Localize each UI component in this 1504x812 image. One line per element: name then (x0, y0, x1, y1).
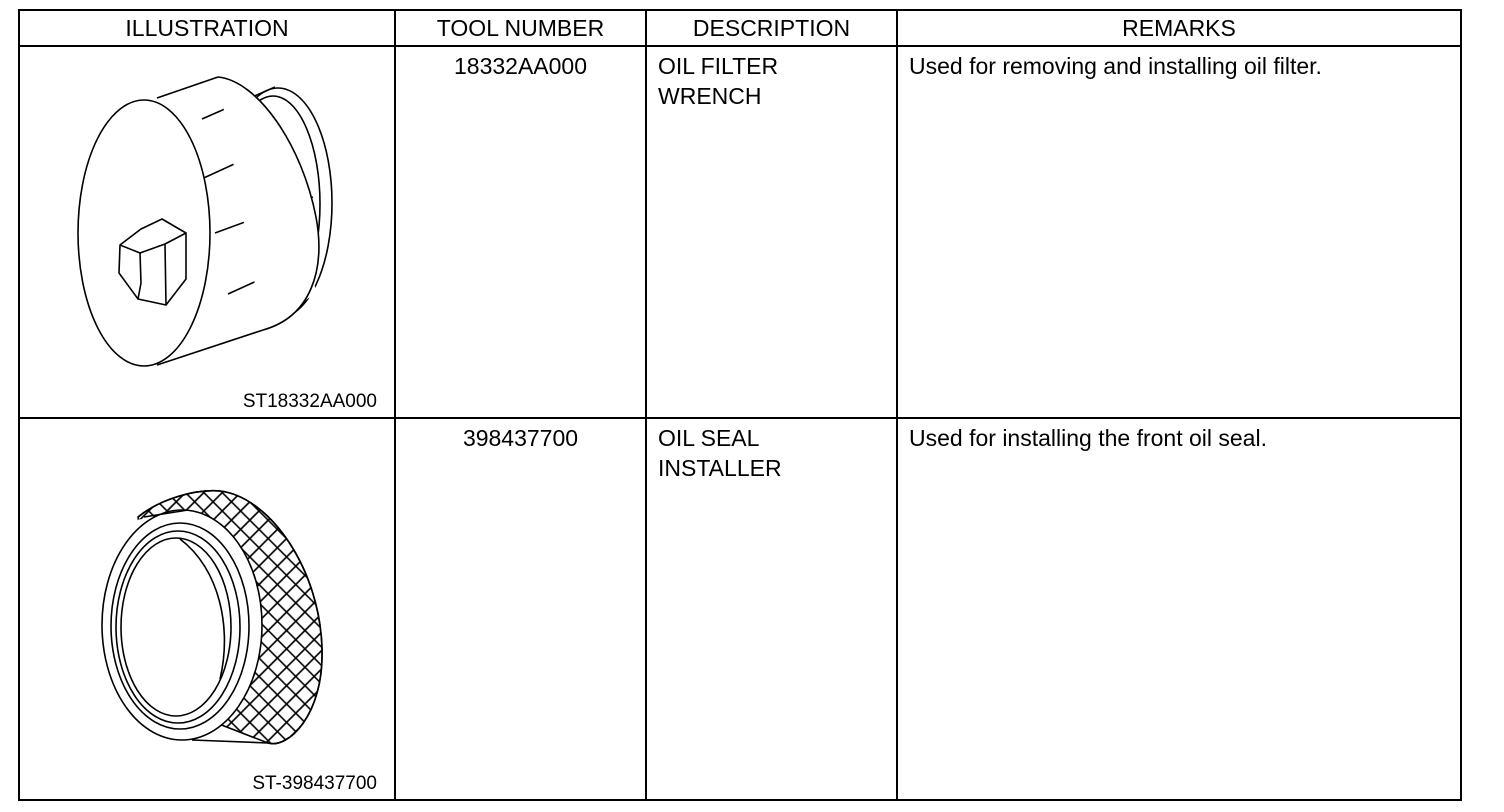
description-line: OIL FILTER (658, 53, 779, 79)
illustration-cell (19, 418, 395, 800)
description-line: OIL SEAL (658, 425, 760, 451)
table-row (19, 418, 1461, 800)
header-description: DESCRIPTION (646, 10, 897, 46)
illustration-cell (19, 46, 395, 418)
remarks-cell: Used for installing the front oil seal. (897, 418, 1461, 800)
header-tool-number: TOOL NUMBER (395, 10, 646, 46)
tool-number-cell: 398437700 (395, 418, 646, 800)
remarks-cell: Used for removing and installing oil filter. (897, 46, 1461, 418)
oil-seal-installer-illustration (20, 419, 396, 795)
header-remarks: REMARKS (897, 10, 1461, 46)
header-row (19, 10, 1461, 46)
description-cell (646, 46, 897, 418)
description-line: WRENCH (658, 83, 762, 109)
illustration-caption: ST-398437700 (252, 773, 377, 794)
description-line: INSTALLER (658, 455, 782, 481)
special-tools-table (18, 9, 1462, 801)
table-row (19, 46, 1461, 418)
oil-filter-wrench-illustration (20, 47, 396, 413)
tool-number-cell: 18332AA000 (395, 46, 646, 418)
description-cell (646, 418, 897, 800)
illustration-caption: ST18332AA000 (242, 391, 377, 412)
header-illustration: ILLUSTRATION (19, 10, 395, 46)
